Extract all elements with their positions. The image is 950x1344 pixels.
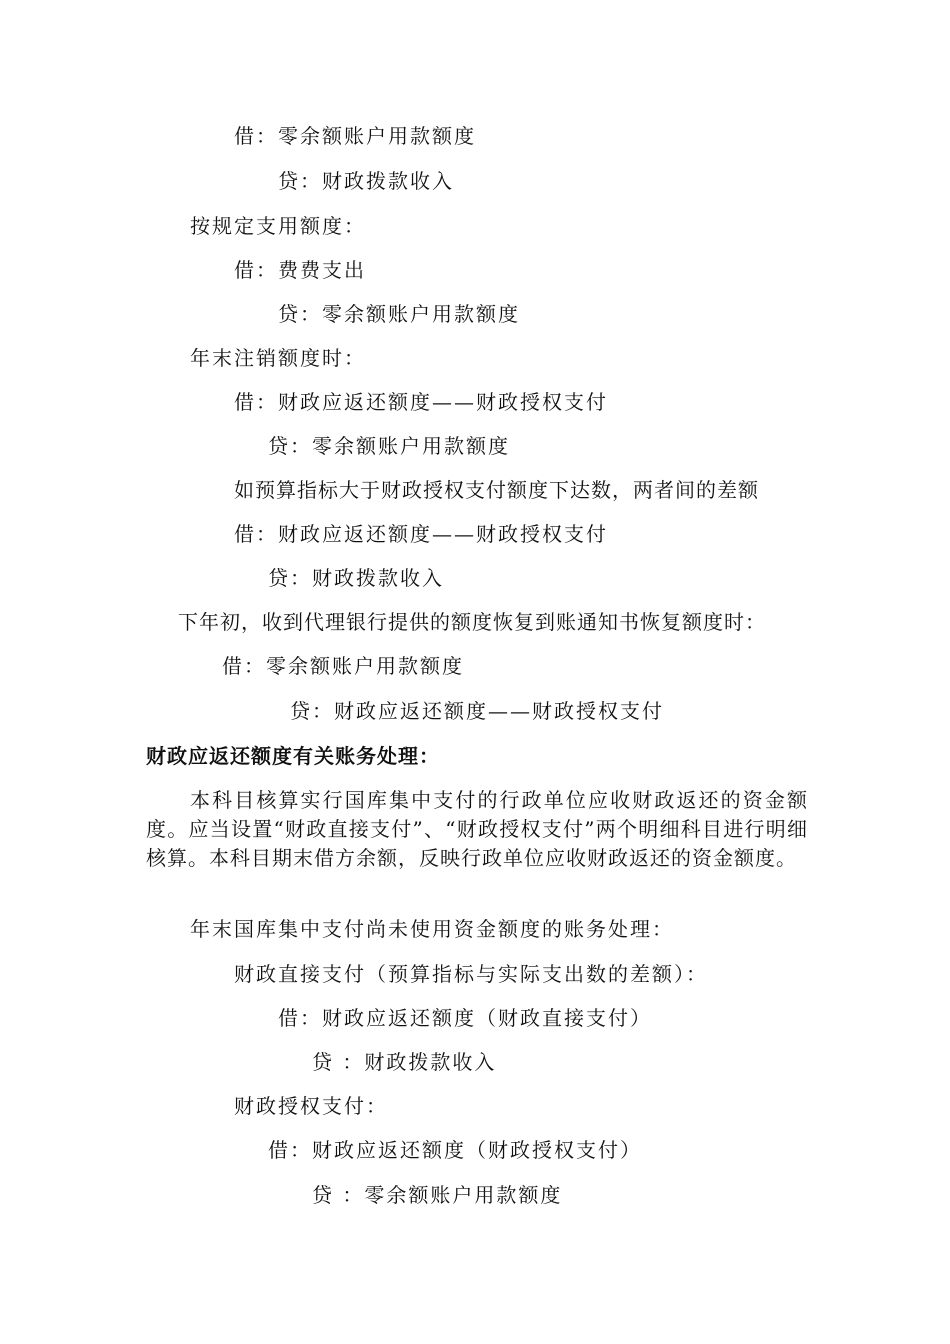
authorized-payment-title: 财政授权支付： (234, 1094, 388, 1118)
journal-credit-line: 贷：零余额账户用款额度 (278, 302, 520, 326)
direct-payment-title: 财政直接支付（预算指标与实际支出数的差额）： (234, 962, 708, 986)
journal-credit-line: 贷：零余额账户用款额度 (268, 434, 510, 458)
journal-credit-line: 贷 ：财政拨款收入 (312, 1050, 497, 1074)
section-heading: 财政应返还额度有关账务处理： (146, 744, 440, 768)
journal-debit-line: 借：财政应返还额度——财政授权支付 (234, 522, 608, 546)
journal-debit-line: 借：财政应返还额度（财政直接支付） (278, 1006, 652, 1030)
journal-credit-line: 贷：财政拨款收入 (278, 169, 454, 193)
journal-debit-line: 借：费费支出 (234, 258, 366, 282)
step-label: 下年初，收到代理银行提供的额度恢复到账通知书恢复额度时： (178, 610, 766, 634)
section-paragraph: 本科目核算实行国库集中支付的行政单位应收财政返还的资金额度。应当设置“财政直接支付”、“财政授权支付”两个明细科目进行明细核算。本科目期末借方余额，反映行政单位应收财政返还的资金额度。 (146, 788, 808, 870)
journal-debit-line: 借：零余额账户用款额度 (222, 654, 464, 678)
journal-credit-line: 贷：财政应返还额度——财政授权支付 (290, 699, 664, 723)
journal-credit-line: 贷：财政拨款收入 (268, 566, 444, 590)
step-label: 年末注销额度时： (190, 346, 366, 370)
year-end-intro: 年末国库集中支付尚未使用资金额度的账务处理： (190, 917, 674, 941)
journal-credit-line: 贷 ：零余额账户用款额度 (312, 1183, 563, 1207)
journal-debit-line: 借：零余额账户用款额度 (234, 124, 476, 148)
journal-debit-line: 借：财政应返还额度（财政授权支付） (268, 1138, 642, 1162)
journal-debit-line: 借：财政应返还额度——财政授权支付 (234, 390, 608, 414)
step-label: 按规定支用额度： (190, 214, 366, 238)
note-line: 如预算指标大于财政授权支付额度下达数，两者间的差额 (234, 478, 759, 502)
